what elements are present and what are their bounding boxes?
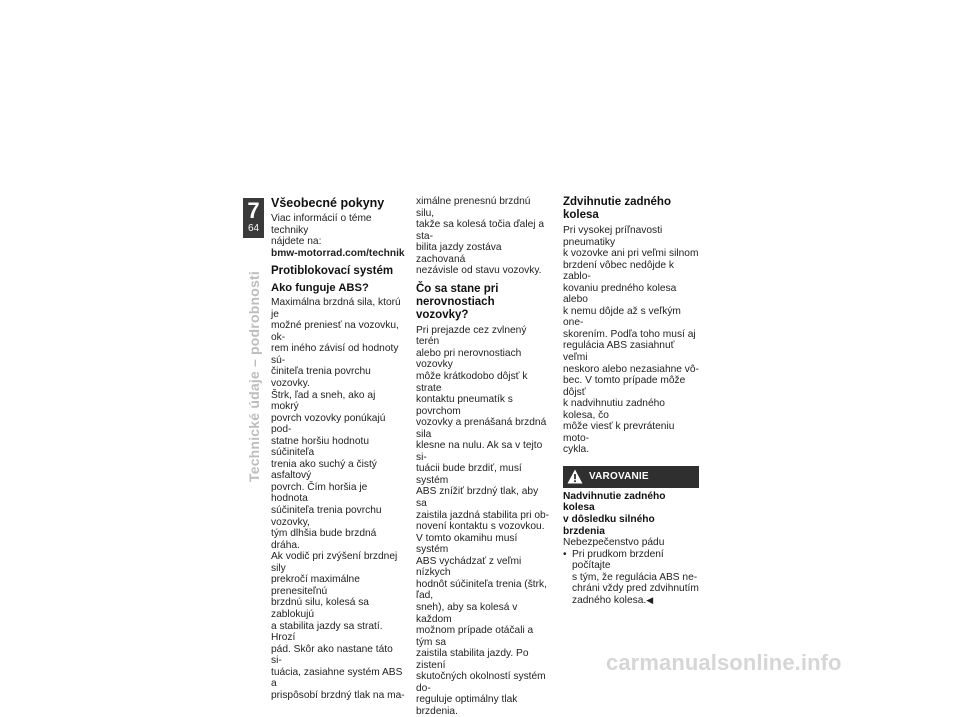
general-info-text: Viac informácií o téme techniky nájdete na: xyxy=(271,213,372,248)
abs-how-text: Maximálna brzdná sila, ktorú je možné preniesť na vozovku, ok- rem iného závisí od hodnoty sú- činiteľa trenia povrchu vozovky. Štrk, ľad a sneh, ako aj mokrý povrch vozovky ponúkajú pod- statne horšiu hodnotu súčiniteľa trenia ako suchý a čistý asfaltový povrch. Čím horšia je hodnota súčiniteľa trenia povrchu vozovky, tým dlhšia bude brzdná dráha. Ak vodič pri zvýšení brzdnej sily prekročí maximálne prenesiteľnú brzdnú silu, kolesá sa zablokujú a stabilita jazdy sa stratí. Hrozí pád. Skôr ako nastane táto si- tuácia, zasiahne systém ABS a prispôsobí brzdný tlak na ma- xyxy=(271,297,405,701)
column-1 xyxy=(271,196,405,701)
warning-title: Nadvihnutie zadného kolesa v dôsledku silného brzdenia xyxy=(563,490,666,537)
bullet-dot: • xyxy=(563,548,567,560)
chapter-side-title: Technické údaje – podrobnosti xyxy=(246,271,262,482)
warning-hazard: Nebezpečenstvo pádu xyxy=(563,537,665,549)
technik-link[interactable]: bmw-motorrad.com/technik xyxy=(271,247,405,259)
rear-wheel-lift-heading: Zdvihnutie zadného kolesa xyxy=(563,196,671,221)
column-2 xyxy=(416,196,550,717)
end-of-section-icon: ◀ xyxy=(646,594,654,605)
page-number: 64 xyxy=(247,223,260,234)
uneven-road-text: Pri prejazde cez zvlnený terén alebo pri nerovnostiach vozovky môže krátkodobo dôjsť k strate kontaktu pneumatík s povrchom vozovky a prenášaná brzdná sila klesne na nulu. Ak sa v tejto si- tuácii bude brzdiť, musí systém ABS znížiť brzdný tlak, aby sa zaistila jazdná stabilita pri ob- novení kontaktu s vozovkou. V tomto okamihu musí systém ABS vychádzať z veľmi nízkych hodnôt súčiniteľa trenia (štrk, ľad, sneh), aby sa kolesá v každom možnom prípade otáčali a tým sa zaistila stabilita jazdy. Po zistení skutočných okolností systém do- reguluje optimálny tlak brzdenia. xyxy=(416,324,550,717)
abs-section-heading: Protiblokovací systém xyxy=(271,265,394,278)
warning-bullet-text: Pri prudkom brzdení počítajte s tým, že regulácia ABS ne- chráni vždy pred zdvihnutím zadného kolesa. xyxy=(572,548,699,606)
rear-wheel-lift-text: Pri vysokej príľnavosti pneumatiky k vozovke ani pri veľmi silnom brzdení vôbec nedôjde k zablo- kovaniu predného kolesa alebo k nemu dôjde až s veľkým one- skorením. Podľa toho musí aj regulácia ABS zasiahnuť veľmi neskoro alebo nezasiahne vô- bec. V tomto prípade môže dôjsť k nadvihnutiu zadného kolesa, čo môže viesť k prevráteniu moto- cykla. xyxy=(563,225,699,456)
column-3 xyxy=(563,196,699,606)
chapter-number: 7 xyxy=(247,198,260,223)
general-info-heading: Všeobecné pokyny xyxy=(271,196,385,210)
warning-banner xyxy=(563,466,699,488)
chapter-tab xyxy=(243,198,264,238)
abs-how-heading: Ako funguje ABS? xyxy=(271,282,369,295)
warning-bullet xyxy=(563,549,699,607)
abs-how-text-continued: ximálne prenesnú brzdnú silu, takže sa kolesá točia ďalej a sta- bilita jazdy zostáva zachovaná nezávisle od stavu vozovky. xyxy=(416,196,545,277)
watermark: carmanualsonline.info xyxy=(606,650,842,675)
warning-label: VAROVANIE xyxy=(589,471,649,483)
warning-triangle-icon xyxy=(567,469,583,484)
uneven-road-heading: Čo sa stane pri nerovnostiach vozovky? xyxy=(416,282,499,321)
